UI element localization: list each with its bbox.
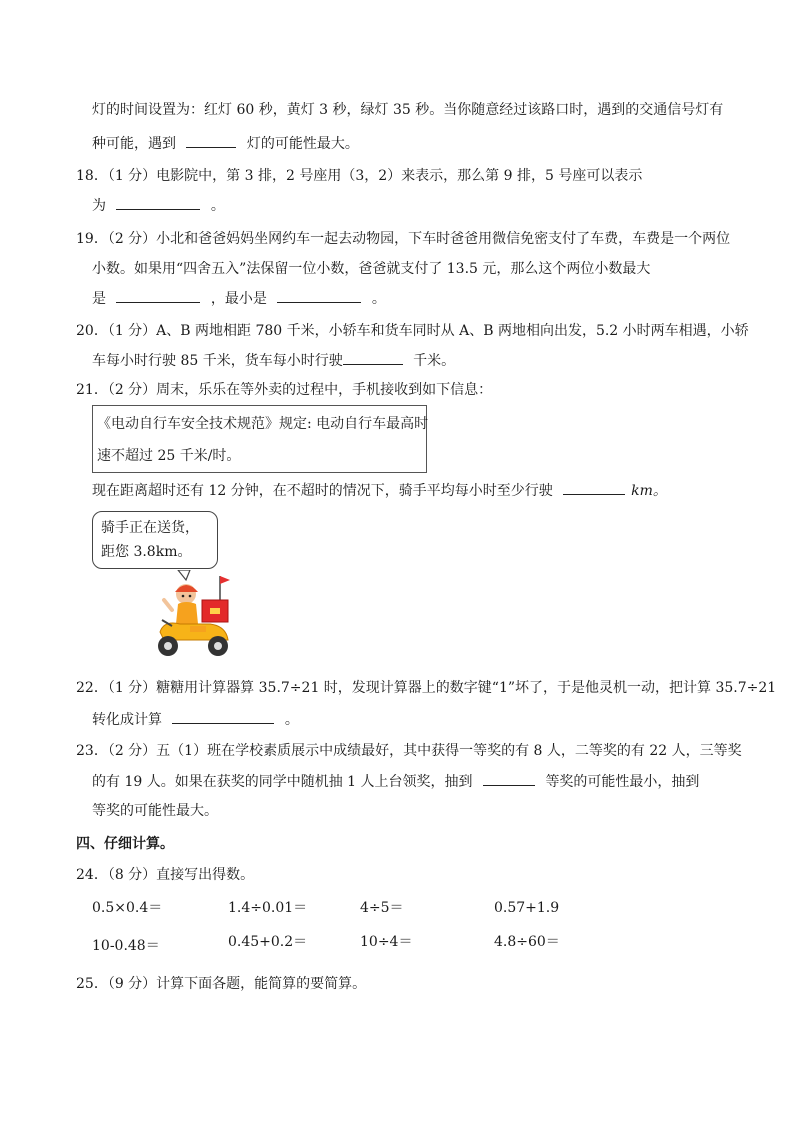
- calc-item: 1.4÷0.01＝: [228, 900, 308, 916]
- q21-text2a: 现在距离超时还有 12 分钟，在不超时的情况下，骑手平均每小时至少行驶: [92, 483, 553, 499]
- q24-text: （8 分）直接写出得数。: [107, 867, 255, 883]
- q23-text2b: 等奖的可能性最小，抽到: [545, 774, 700, 790]
- q19-min-blank[interactable]: [277, 288, 361, 303]
- q20-text2b: 千米。: [413, 353, 456, 369]
- q23-line3: 等奖的可能性最大。: [92, 803, 218, 819]
- q21-text1: （2 分）周末，乐乐在等外卖的过程中，手机接收到如下信息：: [107, 382, 493, 398]
- q21-line1: [76, 380, 492, 400]
- q23-line2: [92, 771, 699, 792]
- q18-number: 18．: [76, 168, 108, 184]
- q25-number: 25．: [76, 976, 108, 992]
- q20-text1: （1 分）A、B 两地相距 780 千米，小轿车和货车同时从 A、B 两地相向出发，5.2 小时两车相遇，小轿: [107, 323, 749, 339]
- q25-line: [76, 974, 366, 994]
- calc-item: 0.57+1.9: [494, 900, 560, 916]
- q17-answer-blank[interactable]: [186, 133, 236, 148]
- section-heading: 四、仔细计算。: [76, 836, 174, 852]
- calc-item: 10-0.48＝: [92, 938, 160, 954]
- calc-item: 0.45+0.2＝: [228, 934, 308, 950]
- q23-text1: （2 分）五（1）班在学校素质展示中成绩最好，其中获得一等奖的有 8 人，二等奖的有 22 人，三等奖: [107, 743, 742, 759]
- q25-text: （9 分）计算下面各题，能简算的要简算。: [107, 976, 367, 992]
- q22-text1: （1 分）糖糖用计算器算 35.7÷21 时，发现计算器上的数字键“1”坏了，于是他灵机一动，把计算 35.7÷21: [107, 680, 777, 696]
- calc-item: 0.5×0.4＝: [92, 900, 163, 916]
- q22-line1: [76, 678, 776, 698]
- q17-text-a: 种可能，遇到: [92, 136, 176, 152]
- q18-line2: [92, 195, 225, 216]
- delivery-rider-icon: [150, 570, 240, 662]
- q23-answer-blank[interactable]: [483, 771, 535, 786]
- q24-number: 24．: [76, 867, 108, 883]
- q22-number: 22．: [76, 680, 108, 696]
- q23-line1: [76, 741, 742, 761]
- q21-number: 21．: [76, 382, 108, 398]
- bubble-line1: 骑手正在送货，: [101, 520, 199, 536]
- calc-item: 4÷5＝: [360, 900, 404, 916]
- q18-line1: [76, 166, 642, 186]
- q19-text3c: 。: [371, 291, 386, 307]
- q23-text2a: 的有 19 人。如果在获奖的同学中随机抽 1 人上台领奖，抽到: [92, 774, 473, 790]
- q18-text1: （1 分）电影院中，第 3 排，2 号座用（3，2）来表示，那么第 9 排，5 号座可以表示: [107, 168, 643, 184]
- q22-text2a: 转化成计算: [92, 712, 162, 728]
- calc-item: 4.8÷60＝: [494, 934, 560, 950]
- q19-line3: [92, 288, 386, 309]
- q20-text2a: 车每小时行驶 85 千米，货车每小时行驶: [92, 353, 343, 369]
- calc-item: 10÷4＝: [360, 934, 413, 950]
- q17-line1: 灯的时间设置为：红灯 60 秒，黄灯 3 秒，绿灯 35 秒。当你随意经过该路口时，遇到的交通信号灯有: [92, 102, 724, 118]
- q19-number: 19．: [76, 231, 108, 247]
- q22-answer-blank[interactable]: [172, 709, 274, 724]
- q21-answer-blank[interactable]: [563, 480, 625, 495]
- q21-unit: km。: [631, 483, 667, 499]
- q20-line2: [92, 350, 455, 371]
- q23-number: 23．: [76, 743, 108, 759]
- q19-text1: （2 分）小北和爸爸妈妈坐网约车一起去动物园，下车时爸爸用微信免密支付了车费，车费是一个两位: [107, 231, 731, 247]
- q20-answer-blank[interactable]: [343, 350, 403, 365]
- q17-text-b: 灯的可能性最大。: [246, 136, 359, 152]
- q20-line1: [76, 321, 749, 341]
- q22-text2b: 。: [284, 712, 299, 728]
- bubble-line2: 距您 3.8km。: [101, 544, 192, 560]
- q19-text3a: 是: [92, 291, 106, 307]
- q19-max-blank[interactable]: [116, 288, 200, 303]
- q17-line2: [92, 133, 359, 154]
- q22-line2: [92, 709, 299, 730]
- q21-line2: [92, 480, 667, 501]
- q19-text3b: ，最小是: [210, 291, 267, 307]
- regulation-line1: 《电动自行车安全技术规范》规定: 电动自行车最高时: [97, 416, 429, 432]
- q24-line: [76, 865, 254, 885]
- regulation-box: [92, 405, 427, 473]
- q19-line1: [76, 229, 730, 249]
- regulation-line2: 速不超过 25 千米/时。: [97, 448, 241, 464]
- q19-line2: 小数。如果用“四舍五入”法保留一位小数，爸爸就支付了 13.5 元，那么这个两位小数最大: [92, 261, 651, 277]
- q18-text2a: 为: [92, 198, 106, 214]
- q20-number: 20．: [76, 323, 108, 339]
- q18-text2b: 。: [210, 198, 225, 214]
- q18-answer-blank[interactable]: [116, 195, 200, 210]
- speech-bubble: [92, 511, 218, 569]
